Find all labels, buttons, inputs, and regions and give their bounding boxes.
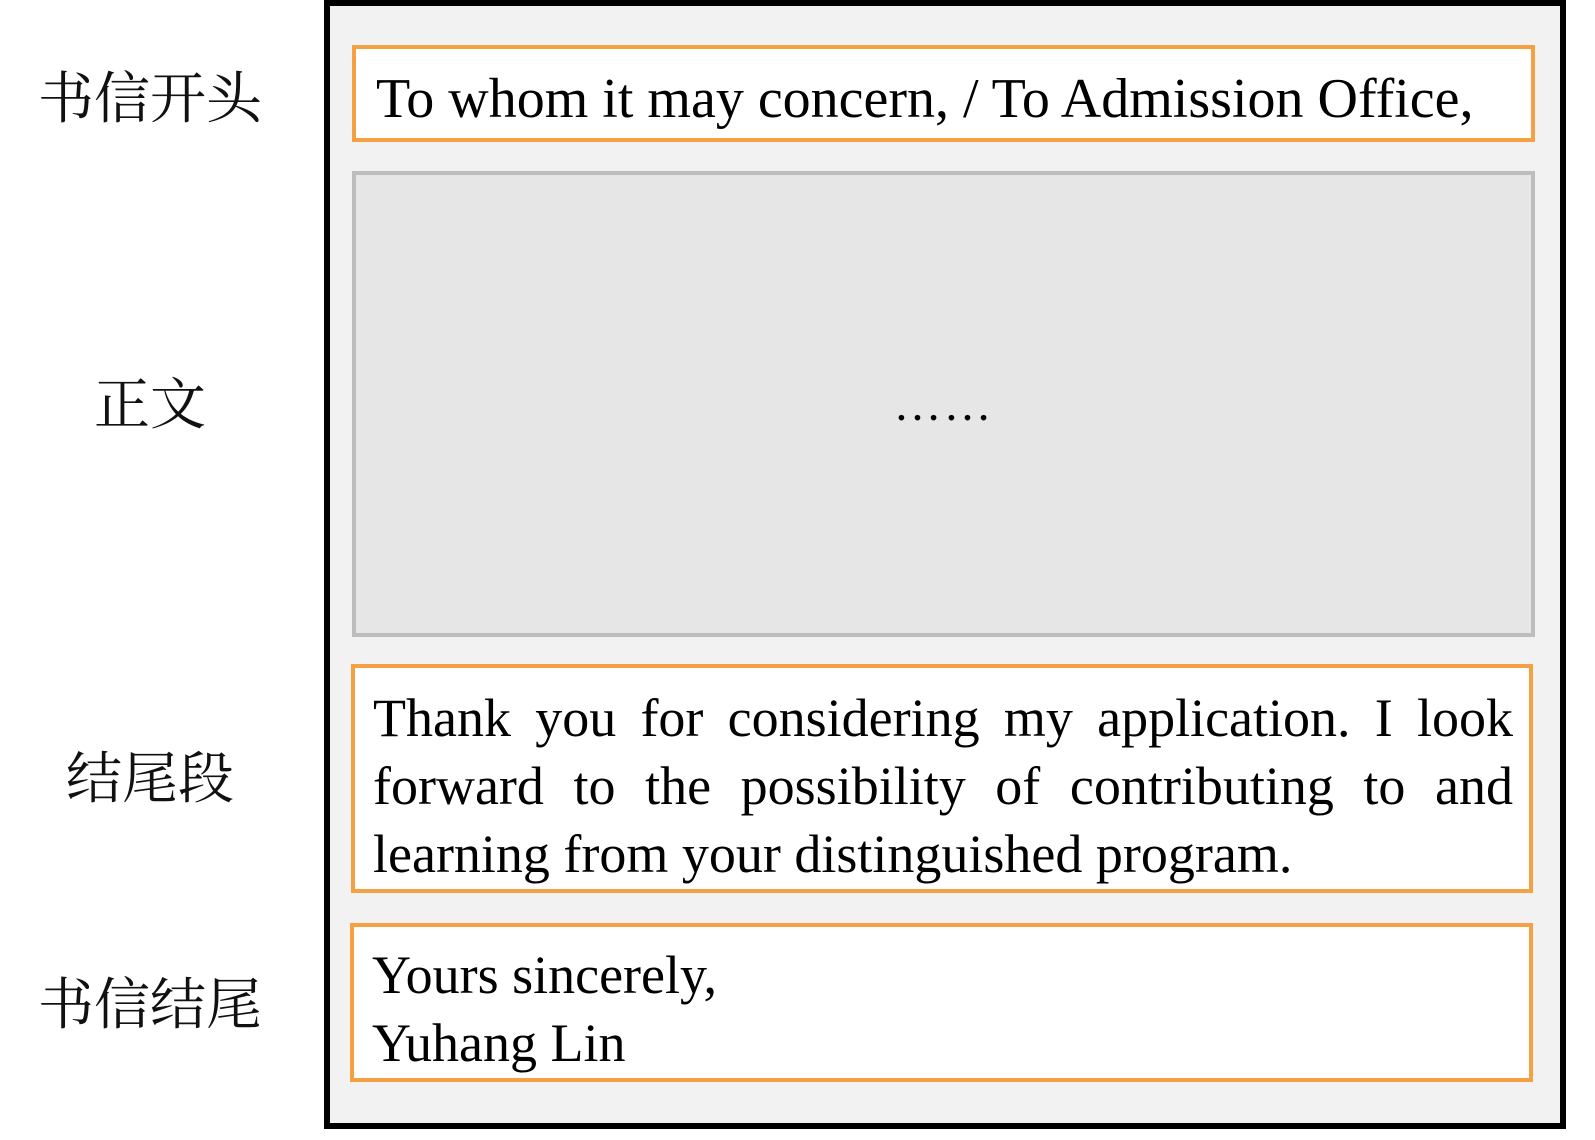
closing-paragraph-block: [351, 664, 1533, 893]
label-signoff: 书信结尾: [38, 973, 262, 1038]
signoff-block: [350, 923, 1533, 1082]
signoff-name: Yuhang Lin: [372, 1013, 626, 1073]
signoff-line-1: Yours sincerely,: [372, 945, 717, 1005]
label-body: 正文: [94, 373, 206, 438]
closing-paragraph-text: Thank you for considering my application. I look forward to the possibility of contributing to and learning from your distinguished program.: [373, 688, 1513, 884]
label-closing-paragraph: 结尾段: [66, 747, 234, 812]
label-opening: 书信开头: [38, 67, 262, 132]
body-ellipsis: ……: [893, 378, 994, 431]
opening-text: To whom it may concern, / To Admission Office,: [376, 68, 1474, 130]
body-block: [352, 171, 1535, 637]
opening-block: [352, 45, 1535, 142]
